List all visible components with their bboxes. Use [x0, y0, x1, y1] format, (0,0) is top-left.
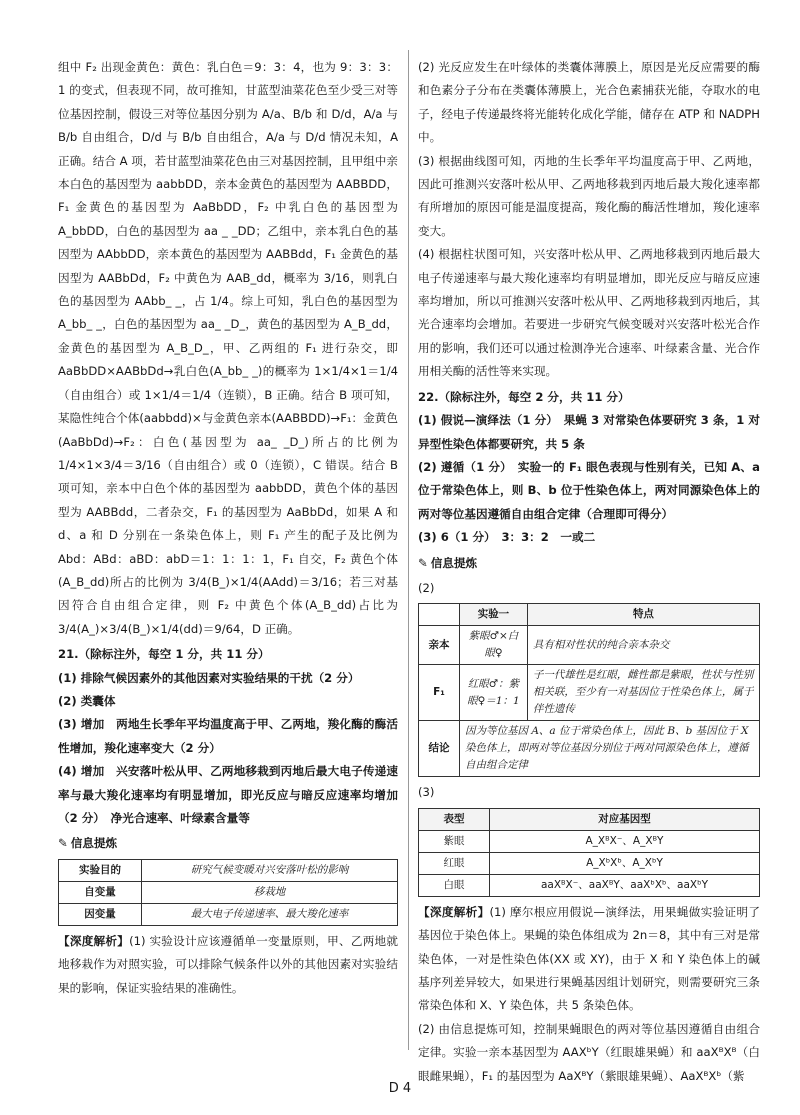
table-row: 实验目的 研究气候变暖对兴安落叶松的影响 — [59, 859, 398, 881]
table-row: F₁ 红眼♂：紫眼♀＝1：1 子一代雄性是红眼，雌性都是紫眼，性状与性别相关联，至少有一对基因位于性染色体上，属于伴性遗传 — [419, 665, 760, 721]
q22-answer-2: (2) 遵循（1 分） 实验一的 F₁ 眼色表现与性别有关，已知 A、a 位于常染色体上，则 B、b 位于性染色体上，两对同源染色体上的两对等位基因遵循自由组合定律（合理即可得分） — [418, 459, 760, 521]
q21-analysis-3: (3) 根据曲线图可知，丙地的生长季年平均温度高于甲、乙两地，因此可推测兴安落叶松从甲、乙两地移栽到丙地后最大羧化速率都有所增加的原因可能是温度提高，羧化酶的酶活性增加，羧化速率变大。 — [418, 153, 760, 238]
q22-header: 22.（除标注外，每空 2 分，共 11 分） — [418, 389, 630, 404]
q22-answer-1: (1) 假说—演绎法（1 分） 果蝇 3 对常染色体要研究 3 条，1 对异型性染色体都要研究，共 5 条 — [418, 413, 760, 451]
q22-deep-analysis-1: 【深度解析】(1) 摩尔根应用假说—演绎法，用果蝇做实验证明了基因位于染色体上。果蝇的染色体组成为 2n＝8，其中有三对是常染色体，一对是性染色体(XX 或 XY)，由于 X 和 Y 染色体上的碱基序列差异较大，如果进行果蝇基因组计划研究，则需要研究三条常染色体和 X、Y 染色体，共 5 条染色体。 — [418, 904, 760, 1013]
table-row: 紫眼 A_XᴮX⁻、A_XᴮY — [419, 830, 760, 852]
q20-analysis-text: 组中 F₂ 出现金黄色：黄色：乳白色＝9：3：4，也为 9：3：3：1 的变式，但表现不同，故可推知，甘蓝型油菜花色至少受三对等位基因控制，假设三对等位基因分别为 A/a、B/b 和 D/d，A/a 与 B/b 自由组合，D/d 与 B/b 自由组合，A/a 与 D/d 情况未知，A 正确。结合 A 项，若甘蓝型油菜花色由三对基因控制，且甲组中亲本白色的基因型为 aabbDD，亲本金黄色的基因型为 AABBDD，F₁ 金黄色的基因型为 AaBbDD，F₂ 中乳白色的基因型为 A_bbDD，白色的基因型为 aa _ _DD；乙组中，亲本乳白色的基因型为 AAbbDD，亲本黄色的基因型为 AABBdd，F₁ 金黄色的基因型为 AABbDd，F₂ 中黄色为 AAB_dd，概率为 3/16，则乳白色的基因型为 AAbb_ _，占 1/4。综上可知，乳白色的基因型为 A_bb_ _，白色的基因型为 aa_ _D_，黄色的基因型为 A_B_dd，金黄色的基因型为 A_B_D_，甲、乙两组的 F₁ 进行杂交，即 AaBbDD×AABbDd→乳白色(A_bb_ _)的概率为 1×1/4×1＝1/4（自由组合）或 1×1/4＝1/4（连锁），B 正确。结合 B 项可知，某隐性纯合个体(aabbdd)×与金黄色亲本(AABBDD)→F₁：金黄色(AaBbDd)→F₂：白色(基因型为 aa_ _D_)所占的比例为 1/4×1×3/4＝3/16（自由组合）或 0（连锁），C 错误。结合 B 项可知，亲本中白色个体的基因型为 aabbDD，黄色个体的基因型为 AABBdd，二者杂交，F₁ 的基因型为 AaBbDd，如果 A 和 d、a 和 D 分别在一条染色体上，则 F₁ 产生的配子及比例为 Abd：ABd：aBD：abD＝1：1：1：1，F₁ 自交，F₂ 黄色个体(A_B_dd)所占的比例为 3/4(B_)×1/4(AAdd)＝3/16；若三对基因符合自由组合定律，则 F₂ 中黄色个体(A_B_dd)占比为 3/4(A_)×3/4(B_)×1/4(dd)＝9/64，D 正确。 — [58, 60, 398, 636]
pencil-icon: ✎ — [58, 836, 68, 851]
table-row: 亲本 紫眼♂×白眼♀ 具有相对性状的纯合亲本杂交 — [419, 626, 760, 665]
q21-answer-3: (3) 增加 两地生长季年平均温度高于甲、乙两地，羧化酶的酶活性增加，羧化速率变大（2 分） — [58, 717, 398, 755]
q22-genotype-table — [418, 808, 760, 897]
info-extract-label: ✎ 信息提炼 — [418, 555, 478, 570]
table-row: 因变量 最大电子传递速率、最大羧化速率 — [59, 903, 398, 925]
page-number: D 4 — [388, 1081, 412, 1096]
q22-deep-analysis-2: (2) 由信息提炼可知，控制果蝇眼色的两对等位基因遵循自由组合定律。实验一亲本基因型为 AAXᵇY（红眼雄果蝇）和 aaXᴮXᴮ（白眼雌果蝇），F₁ 的基因型为 AaXᴮY（紫眼雄果蝇）、AaXᴮXᵇ（紫 — [418, 1021, 760, 1083]
q21-info-table — [58, 859, 398, 926]
table-row: 结论 因为等位基因 A、a 位于常染色体上，因此 B、b 基因位于 X 染色体上，即两对等位基因分别位于两对同源染色体上，遵循自由组合定律 — [419, 721, 760, 777]
q21-header: 21.（除标注外，每空 1 分，共 11 分） — [58, 647, 270, 662]
q21-answer-4: (4) 增加 兴安落叶松从甲、乙两地移栽到丙地后最大电子传递速率与最大羧化速率均有明显增加，即光反应与暗反应速率均增加（2 分） 净光合速率、叶绿素含量等 — [58, 764, 398, 825]
column-divider — [408, 50, 409, 1050]
q21-answer-1: (1) 排除气候因素外的其他因素对实验结果的干扰（2 分） — [58, 670, 360, 685]
sub-label: (3) — [418, 785, 435, 800]
table-row: 自变量 移栽地 — [59, 881, 398, 903]
info-extract-label: ✎ 信息提炼 — [58, 836, 118, 851]
q21-analysis-2: (2) 光反应发生在叶绿体的类囊体薄膜上，原因是光反应需要的酶和色素分子分布在类囊体薄膜上，光合色素捕获光能，夺取水的电子，经电子传递最终将光能转化成化学能，储存在 ATP 和 NADPH 中。 — [418, 60, 760, 145]
q22-answer-3: (3) 6（1 分） 3：3：2 一或二 — [418, 530, 596, 545]
pencil-icon: ✎ — [418, 555, 428, 570]
table-row: 白眼 aaXᴮX⁻、aaXᴮY、aaXᵇXᵇ、aaXᵇY — [419, 874, 760, 896]
q21-analysis-4: (4) 根据柱状图可知，兴安落叶松从甲、乙两地移栽到丙地后最大电子传递速率与最大羧化速率均有明显增加，即光反应与暗反应速率均增加，所以可推测兴安落叶松从甲、乙两地移栽到丙地后，其光合速率均会增加。若要进一步研究气候变暖对兴安落叶松光合作用的影响，我们还可以通过检测净光合速率、叶绿素含量、光合作用相关酶的活性等来实现。 — [418, 247, 760, 379]
sub-label: (2) — [418, 580, 435, 595]
table-header-row: 实验一 特点 — [419, 604, 760, 626]
q22-experiment-table — [418, 603, 760, 777]
q21-deep-analysis: 【深度解析】(1) 实验设计应该遵循单一变量原则，甲、乙两地就地移栽作为对照实验，可以排除气候条件以外的其他因素对实验结果的影响，保证实验结果的准确性。 — [58, 933, 398, 995]
table-header-row: 表型 对应基因型 — [419, 808, 760, 830]
q21-answer-2: (2) 类囊体 — [58, 693, 116, 708]
right-column — [418, 56, 760, 1088]
left-column — [58, 56, 398, 1000]
table-row: 红眼 A_XᵇXᵇ、A_XᵇY — [419, 852, 760, 874]
